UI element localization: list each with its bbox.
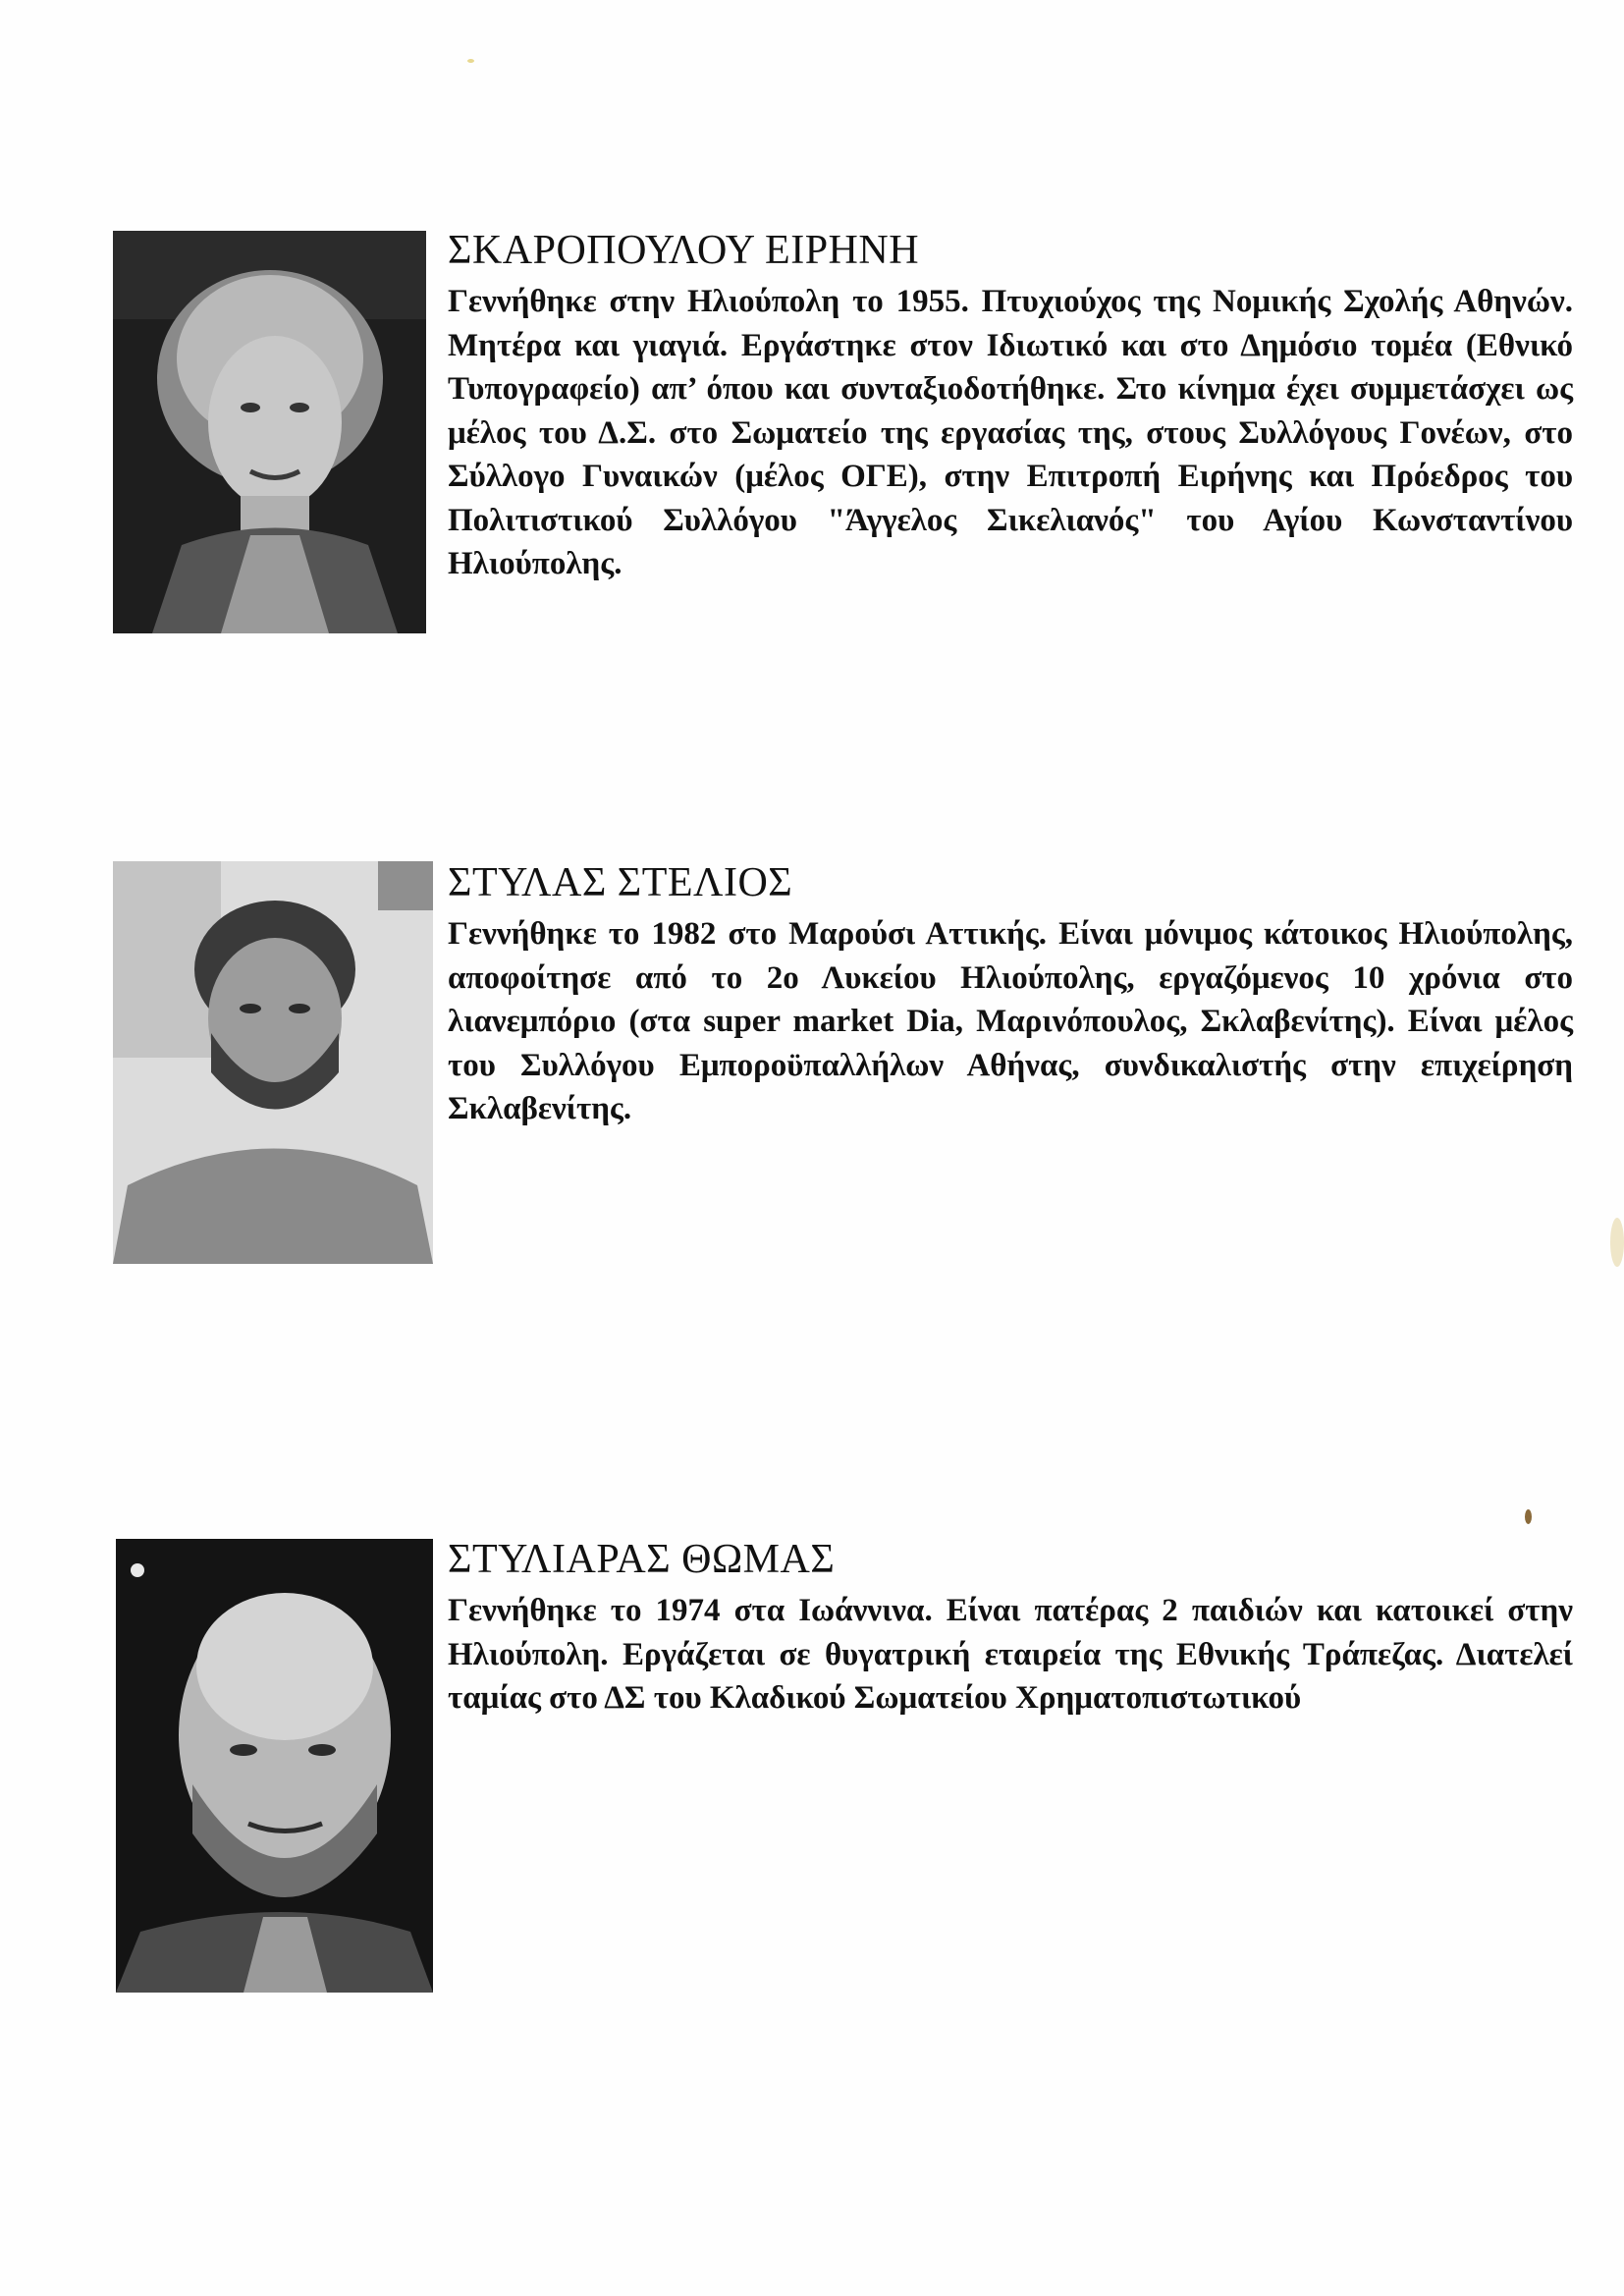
portrait-photo-2	[113, 861, 433, 1264]
person-name: ΣΤΥΛΙΑΡΑΣ ΘΩΜΑΣ	[448, 1537, 836, 1582]
entry-1	[448, 227, 1573, 586]
person-name: ΣΚΑΡΟΠΟΥΛΟΥ ΕΙΡΗΝΗ	[448, 228, 920, 273]
entry-2	[448, 859, 1573, 1131]
person-bio: Γεννήθηκε το 1974 στα Ιωάννινα. Είναι πατέρας 2 παιδιών και κατοικεί στην Ηλιούπολη. Εργάζεται σε θυγατρική εταιρεία της Εθνικής Τράπεζας. Διατελεί ταμίας στο ΔΣ του Κλαδικού Σωματείου Χρηματοπιστωτικού	[448, 1593, 1573, 1716]
scan-edge-mark	[1610, 1218, 1624, 1267]
portrait-photo-3	[116, 1539, 433, 1993]
portrait-photo-1	[113, 231, 426, 633]
person-bio: Γεννήθηκε στην Ηλιούπολη το 1955. Πτυχιούχος της Νομικής Σχολής Αθηνών. Μητέρα και γιαγιά. Εργάστηκε στον Ιδιωτικό και στο Δημόσιο τομέα (Εθνικό Τυπογραφείο) απ’ όπου και συνταξιοδοτήθηκε. Στο κίνημα έχει συμμετάσχει ως μέλος του Δ.Σ. στο Σωματείο της εργασίας της, στους Συλλόγους Γονέων, στο Σύλλογο Γυναικών (μέλος ΟΓΕ), στην Επιτροπή Ειρήνης και Πρόεδρος του Πολιτιστικού Συλλόγου "Άγγελος Σικελιανός" του Αγίου Κωνσταντίνου Ηλιούπολης.	[448, 284, 1573, 581]
person-bio: Γεννήθηκε το 1982 στο Μαρούσι Αττικής. Είναι μόνιμος κάτοικος Ηλιούπολης, αποφοίτησε από το 2ο Λυκείου Ηλιούπολης, εργαζόμενος 10 χρόνια στο λιανεμπόριο (στα super market Dia, Μαρινόπουλος, Σκλαβενίτης). Είναι μέλος του Συλλόγου Εμποροϋπαλλήλων Αθήνας, συνδικαλιστής στην επιχείρηση Σκλαβενίτης.	[448, 916, 1573, 1126]
scan-speck	[467, 59, 474, 63]
entry-3	[448, 1536, 1573, 1721]
scan-speck	[1525, 1509, 1532, 1524]
person-name: ΣΤΥΛΑΣ ΣΤΕΛΙΟΣ	[448, 860, 793, 905]
